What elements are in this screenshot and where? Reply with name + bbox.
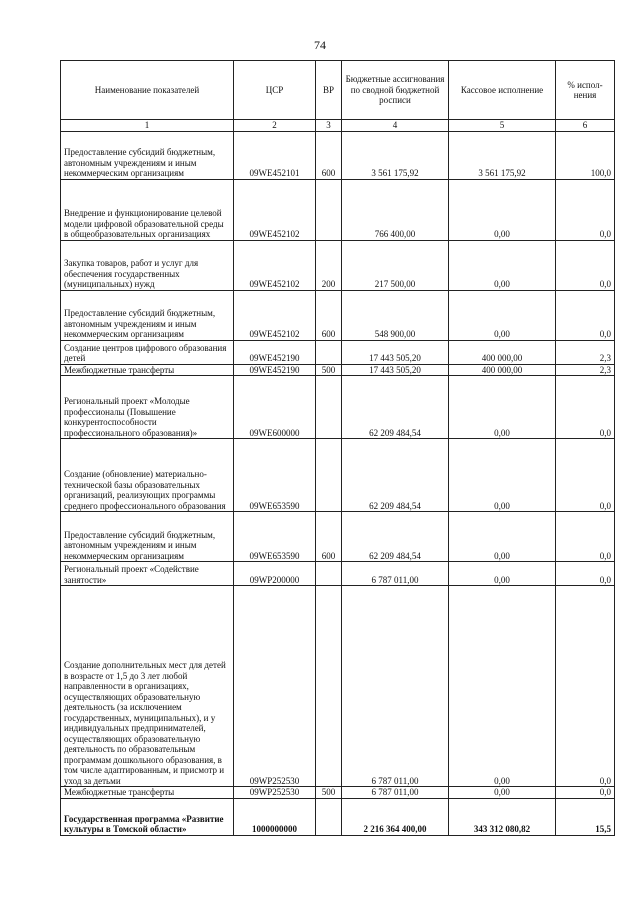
row-csr: 09WE452102	[234, 240, 316, 290]
page-number: 74	[314, 38, 326, 52]
row-name: Предоставление субсидий бюджетным, автономным учреждениям и иным некоммерческим организациям	[61, 131, 234, 179]
row-name: Региональный проект «Молодые профессионалы (Повышение конкурентоспособности профессионального образования)»	[61, 376, 234, 439]
header-csr: ЦСР	[234, 61, 316, 120]
header-vr: ВР	[316, 61, 342, 120]
row-csr: 09WE452102	[234, 179, 316, 240]
row-vr	[316, 340, 342, 364]
table-row	[61, 364, 615, 376]
row-budget: 217 500,00	[342, 240, 449, 290]
row-budget: 6 787 011,00	[342, 562, 449, 586]
row-csr: 09WP252530	[234, 787, 316, 799]
row-execution: 0,00	[449, 787, 556, 799]
column-number: 3	[316, 120, 342, 132]
row-percent: 100,0	[556, 131, 615, 179]
row-percent: 0,0	[556, 787, 615, 799]
table-row	[61, 131, 615, 179]
table-row	[61, 586, 615, 787]
row-execution: 400 000,00	[449, 340, 556, 364]
column-number: 4	[342, 120, 449, 132]
row-budget: 2 216 364 400,00	[342, 798, 449, 835]
budget-execution-table	[60, 60, 615, 836]
row-vr	[316, 586, 342, 787]
row-execution: 0,00	[449, 439, 556, 512]
row-vr	[316, 562, 342, 586]
column-number: 6	[556, 120, 615, 132]
row-csr: 1000000000	[234, 798, 316, 835]
row-percent: 0,0	[556, 240, 615, 290]
row-vr: 500	[316, 787, 342, 799]
row-budget: 3 561 175,92	[342, 131, 449, 179]
table-row	[61, 798, 615, 835]
column-number-row	[61, 120, 615, 132]
row-percent: 2,3	[556, 340, 615, 364]
row-budget: 548 900,00	[342, 290, 449, 340]
row-execution: 0,00	[449, 586, 556, 787]
row-csr: 09WP200000	[234, 562, 316, 586]
row-budget: 62 209 484,54	[342, 512, 449, 562]
table-row	[61, 787, 615, 799]
row-name: Закупка товаров, работ и услуг для обеспечения государственных (муниципальных) нужд	[61, 240, 234, 290]
row-csr: 09WE452190	[234, 340, 316, 364]
row-vr	[316, 376, 342, 439]
row-csr: 09WE452101	[234, 131, 316, 179]
row-vr: 600	[316, 290, 342, 340]
header-percent: % испол-нения	[556, 61, 615, 120]
row-execution: 0,00	[449, 562, 556, 586]
header-row	[61, 61, 615, 120]
row-budget: 62 209 484,54	[342, 439, 449, 512]
row-csr: 09WE653590	[234, 512, 316, 562]
row-percent: 2,3	[556, 364, 615, 376]
table-row	[61, 512, 615, 562]
row-percent: 0,0	[556, 290, 615, 340]
row-execution: 343 312 080,82	[449, 798, 556, 835]
row-vr	[316, 798, 342, 835]
row-csr: 09WE452190	[234, 364, 316, 376]
row-name: Региональный проект «Содействие занятости»	[61, 562, 234, 586]
row-execution: 0,00	[449, 290, 556, 340]
row-name: Создание (обновление) материально-технической базы образовательных организаций, реализующих программы среднего профессионального образования	[61, 439, 234, 512]
row-name: Предоставление субсидий бюджетным, автономным учреждениям и иным некоммерческим организациям	[61, 290, 234, 340]
row-csr: 09WE600000	[234, 376, 316, 439]
table-row	[61, 562, 615, 586]
row-csr: 09WE653590	[234, 439, 316, 512]
row-vr: 500	[316, 364, 342, 376]
column-number: 5	[449, 120, 556, 132]
row-budget: 6 787 011,00	[342, 787, 449, 799]
row-percent: 0,0	[556, 586, 615, 787]
row-percent: 0,0	[556, 562, 615, 586]
row-vr: 600	[316, 512, 342, 562]
row-budget: 62 209 484,54	[342, 376, 449, 439]
row-csr: 09WE452102	[234, 290, 316, 340]
row-execution: 0,00	[449, 512, 556, 562]
row-budget: 17 443 505,20	[342, 364, 449, 376]
table-row	[61, 376, 615, 439]
row-name: Предоставление субсидий бюджетным, автономным учреждениям и иным некоммерческим организациям	[61, 512, 234, 562]
column-number: 1	[61, 120, 234, 132]
row-vr	[316, 439, 342, 512]
row-name: Создание дополнительных мест для детей в возрасте от 1,5 до 3 лет любой направленности в организациях, осуществляющих образовательную деятельность (за исключением государственных, муниципальных), и у индивидуальных предпринимателей, осуществляющих образовательную деятельность по образовательным программам дошкольного образования, в том числе адаптированным, и присмотр и уход за детьми	[61, 586, 234, 787]
row-name: Государственная программа «Развитие культуры в Томской области»	[61, 798, 234, 835]
table-row	[61, 340, 615, 364]
row-execution: 3 561 175,92	[449, 131, 556, 179]
row-vr: 600	[316, 131, 342, 179]
row-budget: 766 400,00	[342, 179, 449, 240]
row-name: Межбюджетные трансферты	[61, 364, 234, 376]
table-row	[61, 290, 615, 340]
row-name: Создание центров цифрового образования детей	[61, 340, 234, 364]
row-percent: 0,0	[556, 439, 615, 512]
header-name: Наименование показателей	[61, 61, 234, 120]
row-execution: 0,00	[449, 179, 556, 240]
table-row	[61, 179, 615, 240]
row-execution: 0,00	[449, 376, 556, 439]
row-percent: 0,0	[556, 376, 615, 439]
column-number: 2	[234, 120, 316, 132]
row-vr	[316, 179, 342, 240]
row-percent: 0,0	[556, 179, 615, 240]
row-vr: 200	[316, 240, 342, 290]
row-execution: 400 000,00	[449, 364, 556, 376]
header-budget: Бюджетные ассигнования по сводной бюджетной росписи	[342, 61, 449, 120]
row-percent: 15,5	[556, 798, 615, 835]
row-name: Внедрение и функционирование целевой модели цифровой образовательной среды в общеобразовательных организациях	[61, 179, 234, 240]
row-csr: 09WP252530	[234, 586, 316, 787]
row-execution: 0,00	[449, 240, 556, 290]
row-budget: 17 443 505,20	[342, 340, 449, 364]
header-execution: Кассовое исполнение	[449, 61, 556, 120]
row-name: Межбюджетные трансферты	[61, 787, 234, 799]
row-budget: 6 787 011,00	[342, 586, 449, 787]
table-row	[61, 439, 615, 512]
table-row	[61, 240, 615, 290]
row-percent: 0,0	[556, 512, 615, 562]
